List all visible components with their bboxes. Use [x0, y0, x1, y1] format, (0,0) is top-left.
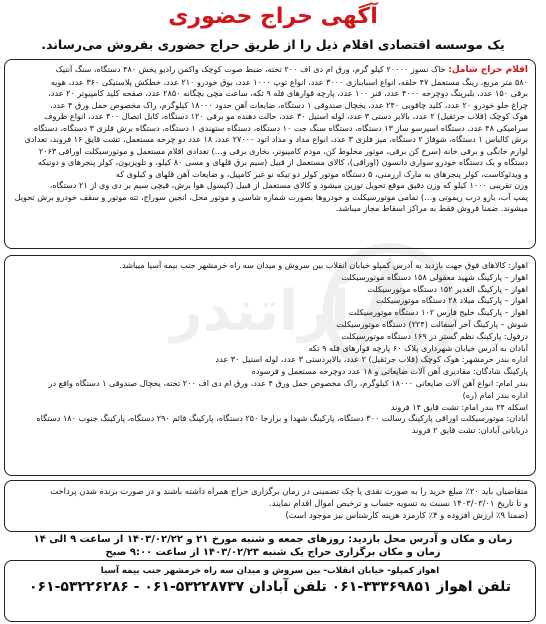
location-line: پارکینگ شادگان: مقادیری آهن آلات ضایعاتی و ۱۸ عدد دوچرخه مستعمل و فرسوده [251, 366, 528, 377]
location-line: آبادان به آدرس خیابان شهرداری پلاک ۶۰ پارچه قوارهای فله ۹ تکه [308, 342, 528, 353]
visit-schedule: زمان و مکان و آدرس محل بازدید: روزهای جمعه و شنبه مورخ ۲۱ و ۱۴۰۳/۰۲/۲۲ از ساعت ۹ الی ۱۴ [33, 534, 513, 545]
address-line: اهواز کمپلو- خیابان انقلاب- بین سروش و میدان سه راه خرمشهر جنب بیمه آسیا [100, 566, 440, 576]
items-box [4, 59, 536, 249]
location-line: اداره بندر امام (ره) [462, 389, 528, 400]
location-line: دزفول: پارکینگ نظم گستر دز ۱۶۹ دستگاه موتورسیکلت [341, 330, 528, 341]
auction-schedule: زمان و مکان برگزاری حراج یک شنبه ۱۴۰۳/۰۲/۲۳ از ساعت ۹:۰۰ صبح [105, 547, 441, 558]
items-line: وزن تقریبی ۱۰۰۰ کیلو که وزن دقیق موقع تحویل توزین میشود و کالای مستعمل از قبیل (کپسول هوا برش، قیچی سیم بر دی وی از ۲۱ دستگاه، [49, 180, 528, 190]
location-line: اهواز – پارکینگ میلاد ۲۸ دستگاه موتورسیکلت [375, 295, 528, 306]
condition-line: و تا تاریخ ۱۴۰۳/۰۳/۰۱ نسبت به تسویه حساب و ترخیص اموال اقدام نمایند. [269, 498, 528, 508]
location-line: اهواز – پارکینگ الغدیر ۱۵۲ دستگاه موتورسیکلت [367, 283, 528, 294]
location-line: بندر امام: انواع آهن آلات ضایعاتی ۱۸۰۰۰ کیلوگرم، راک مخصوص حمل ورق ۴ عدد، ورق ام دی اف ۲۰۰ تخته، یخچال صندوقی ۱ دستگاه واقع در [48, 377, 528, 388]
condition-line: متقاضیان باید ۲۰٪ مبلغ خرید را به صورت نقدی یا چک تضمینی در زمان برگزاری حراج همراه داشته باشند و در صورت برنده شدن پرداخت [50, 486, 528, 496]
items-line-text: خاک نسوز ۲۰۰۰۰ کیلو گرم، ورق ام دی اف ۲۰۰ تخته، ضبط صوت کوچک واکمن رادیو پخش ۴۸۰ دستگاه، سنگ آنتیک [55, 64, 446, 74]
items-line: پمپ آب، بازو درب ریموتی و…) تمامی موتورسیکلت و خودروها بصورت شماره شاسی و موتور محل، انجین سوراج، تته موتور و سقف خودرو برش تحویل [14, 191, 528, 202]
location-line: آبادان: موتورسیکلت اوراقی پارکینگ رسالت ۳۰۰ دستگاه، پارکینگ شهدا و برازجا ۲۵۰ دستگاه، پارکینگ قائم ۲۹۰ دستگاه، پارکینگ جنوب ۱۸۰ دستگاه [36, 413, 528, 424]
location-line: شوش – پارکینگ آخر آسفالت (۲۲۴) دستگاه موتورسیکلت [336, 318, 528, 329]
items-lead: اقلام حراج شامل: [448, 65, 528, 75]
locations-box [4, 255, 536, 476]
items-line: سرامیکی ۴۸ عدد، دستگاه اسپرسو ساز ۱۳ دستگاه، دستگاه سنگ جت ۱۰ دستگاه، دستگاه ستهندی ۱ دستگاه، دستگاه برش فلزی ۳ دستگاه، دستگاه [33, 122, 528, 133]
items-line: هوک کوچک (قلاب جرثقیل) ۲ عدد، بالابر دستی ۳ عدد، لوله استیل ۳۰ عدد، حالت دهنده مو برقی ۱۲۰ دستگاه، کابل اتصال ۴۰۰ عدد، انواع ظروف [44, 111, 528, 121]
phone-numbers: تلفن اهواز ۳۳۳۶۹۸۵۱-۰۶۱ تلفن آبادان ۵۳۲۲۸۷۳۷-۰۶۱ - ۵۳۲۲۶۲۸۶-۰۶۱ [28, 579, 512, 595]
items-line: میشوند. ضمنا فروش فقط به مراکز اسقاط مجاز میباشد. [335, 203, 528, 213]
location-line: اهواز: کالاهای فوق جهت بازدید به آدرس کمپلو خیابان انقلاب بین سروش و میدان سه راه خرمشهر جنب بیمه آسیا میباشد. [119, 260, 528, 270]
items-line: چراغ جلو خودرو ۲۰ عدد، کلید چاقویی ۲۴۰ عدد، یخچال صندوقی ۱ دستگاه، ضایعات آهن حدود ۱۸۰۰۰ کیلوگرم، راک مخصوص حمل ورق ۴ عدد، [50, 99, 528, 110]
items-line: لوازم خانگی و برقی خانه (سرخ کن برقی، موتور مخلوط کن، مودم کامپیوتر، بخاری برقی و…) تعدادی اقلام مستعمل و موتورسیکلت اوراقی ۲۰۶۳ [38, 145, 528, 156]
items-line: ۵۸۰ متر مربع، رینگ مستعمل ۴۷ حلقه، انواع اسباببازی ۳۰۰۰ عدد، انواع توپ ۱۰۰۰ عدد، بوق خودرو ۲۱۰ عدد، خطکش پلاستیکی ۳۶۰ عدد، هویه [50, 76, 528, 87]
items-line [12, 64, 528, 77]
svg-text:آراتندر: آراتندر [170, 279, 350, 344]
location-line: اهواز – پارکینگ شهید معقولی ۱۵۸ دستگاه موتورسیکلت [341, 271, 528, 282]
items-line: و ویدئوکاست، کولر پنجرهای به مارک ارزمنی، ۵ دستگاه موتور کولر دو تیکه نو غیر کامپیل، و ضایعات آهن قلهای و کیلوی که [115, 168, 528, 179]
condition-line: (ضمنا ۹٪ ارزش افزوده و ۴٪ کارمزد هزینه کارشناس نیز موجود است) [285, 510, 528, 520]
items-line: برش کالباس ۱ دستگاه، شوفاژ ۲ دستگاه، میز فلزی ۳ عدد، انواع مداد و مداد اتود ۲۷۰۰۰ عدد، ۱۸ عدد دو چرخه مستعمل، تشت قایق ۱۶ فروند، تعدادی [24, 134, 528, 144]
address-box [4, 560, 536, 622]
location-line: اداره بندر خرمشهر: هوک کوچک (قلاب جرثقیل) ۲ عدد، بالابردستی ۳ عدد، لوله استیل ۳۰ عدد [215, 354, 528, 365]
location-line: اسکله ۲۴ بندر امام: تشت قایق ۱۴ فروند [390, 401, 528, 412]
location-line: اهواز – پارکینگ خلیج فارس ۱۰۲ دستگاه موتورسیکلت [348, 307, 528, 318]
conditions-box [4, 480, 536, 532]
items-line: برقی ۱۵۰ عدد، بلبرینگ دوچرخه ۴۰۰۰ عدد، قنر ۱۰۰ عدد، پارچه قوارهای فله ۹ تکه، ساعت مچی بچگانه ۲۸۵۰ عدد، صفحه کلید کامپیوتر ۲۰ عدد، [48, 88, 528, 98]
notice-title: آگهی حراج حضوری [168, 4, 378, 29]
notice-subtitle: یک موسسه اقتصادی اقلام ذیل را از طریق حراج حضوری بفروش می‌رساند. [41, 37, 505, 52]
location-line: دریابانی آبادان: تشت قایق ۲ فروند [411, 425, 528, 436]
items-line: دستگاه و یک دستگاه خودرو سواری دانسون (اوراقی)، کالای مستعمل از قبیل (سیم برق قلهای و مسی ۸۰ کیلو، و تلویزیون، کولر پنجرهای و دوتیکه [37, 157, 528, 167]
